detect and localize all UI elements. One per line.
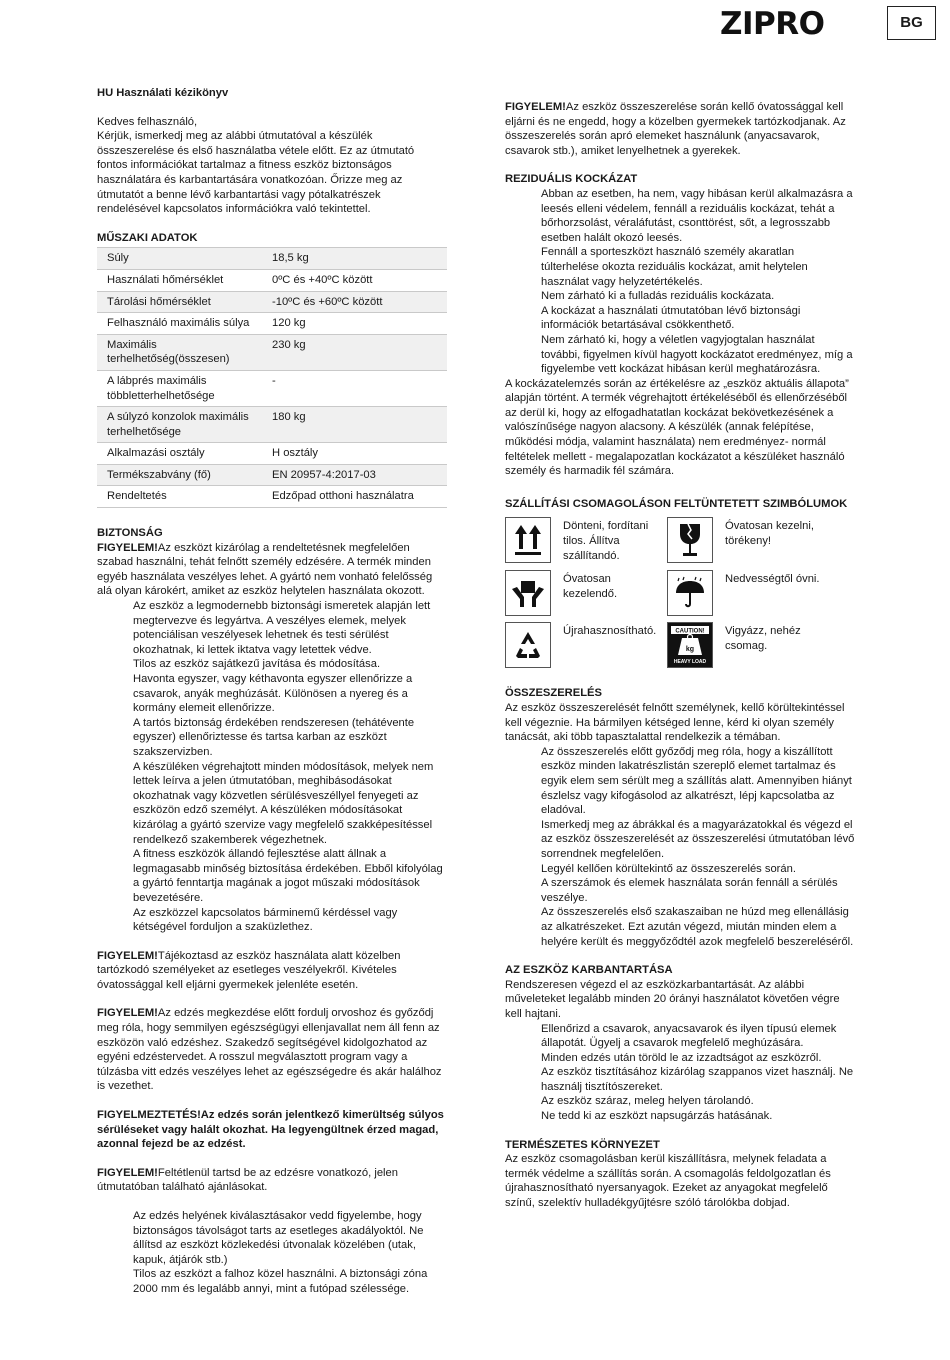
warning-label: FIGYELEM!	[97, 1166, 158, 1179]
handle-with-care-icon	[505, 570, 551, 616]
spec-key: Súly	[97, 248, 262, 270]
list-item: Havonta egyszer, vagy kéthavonta egyszer ellenőrizze a csavarok, anyák meghúzását. Különösen a nyereg és a kormány elemeit ellenőrizze.	[133, 673, 413, 715]
spec-value: H osztály	[262, 443, 447, 465]
list-item: Az edzés helyének kiválasztásakor vedd figyelembe, hogy biztonságos távolságot tarts az esetleges akadályoktól. Ne állítsd az eszközt közlekedési útvonalak közelében (utak, kapuk, átjárók stb.)	[133, 1210, 424, 1266]
spec-value: EN 20957-4:2017-03	[262, 464, 447, 486]
list-item: A fitness eszközök állandó fejlesztése alatt állnak a legmagasabb minőség biztosítása érdekében. Ebből kifolyólag a gyártó fenntartja magának a jogot műszaki módosítások bevezetésére.	[133, 848, 443, 904]
symbol-label: Óvatosan kezelendő.	[563, 573, 618, 601]
list-item: Az összeszerelés előtt győződj meg róla, hogy a kiszállított eszköz minden lakatrészlistán szereplő elemet tartalmaz és egyik elem sem sérült meg a szállítás alatt. Amennyiben hiányt észlelsz vagy kifogásolod az alkatrészt, lépj kapcsolatba az eladóval.	[541, 745, 852, 817]
right-column	[505, 100, 855, 1211]
heavy-load-text: HEAVY LOAD	[673, 659, 707, 666]
this-way-up-icon	[505, 517, 551, 563]
spec-key: Alkalmazási osztály	[97, 443, 262, 465]
warning-label: FIGYELEM!	[97, 949, 158, 962]
spec-row	[97, 443, 447, 465]
safety-intro	[97, 541, 447, 599]
symbol-label: Óvatosan kezelni, törékeny!	[725, 520, 814, 548]
spec-key: A lábprés maximális többletterhelhetősége	[97, 370, 262, 406]
manual-title: HU Használati kézikönyv	[97, 87, 229, 99]
spec-key: Maximális terhelhetőség(összesen)	[97, 334, 262, 370]
placement-list	[97, 1209, 447, 1297]
warning-text: Az eszközt kizárólag a rendeltetésnek megfelelően szabad használni, tehát felnőtt személy edzésére. A termék minden egyéb használata veszélyes lehet. A gyártó nem vonható felelősség alá olyan károkért, amiket az eszköz helytelen használata okozott.	[97, 541, 433, 598]
warning-paragraph	[97, 1006, 447, 1094]
intro-paragraph: Kérjük, ismerkedj meg az alábbi útmutatóval a készülék összeszerelése és első használatba vétele előtt. Ez az útmutató fontos információkat tartalmaz a fitness eszköz biztonságos használatára és karbantartására vonatkozóan. Őrizze meg az útmutatót a benne lévő karbantartási vagy pótalkatrészek rendelésével kapcsolatos információkra való tekintettel.	[97, 130, 415, 216]
warning-text: Az edzés megkezdése előtt fordulj orvoshoz és győződj meg róla, hogy semmilyen egészségügyi ellenjavallat nem áll fenn az eszközön való edzéshez. Szakedző segítségével kidolgozhatod az egyéni edzéstervedet. A rosszul megválasztott program vagy a túlzásba vitt edzés veszélyes lehet az egészségedre és akár halálhoz is vezethet.	[97, 1007, 442, 1093]
spec-value: 230 kg	[262, 334, 447, 370]
spec-key: A súlyzó konzolok maximális terhelhetősége	[97, 407, 262, 443]
safety-heading: BIZTONSÁG	[97, 527, 163, 540]
symbol-label: Dönteni, fordítani tilos. Állítva szállítandó.	[563, 520, 649, 563]
spec-value: 0ºC és +40ºC között	[262, 269, 447, 291]
maintenance-heading: AZ ESZKÖZ KARBANTARTÁSA	[505, 964, 673, 977]
spec-heading: MŰSZAKI ADATOK	[97, 231, 198, 244]
list-item: Ne tedd ki az eszközt napsugárzás hatásának.	[541, 1110, 773, 1123]
warning-label: FIGYELEM!	[505, 101, 566, 113]
spec-row	[97, 464, 447, 486]
list-item: A kockázat a használati útmutatóban lévő biztonsági információk betartásával csökkenthető.	[541, 304, 801, 332]
spec-row	[97, 370, 447, 406]
zipro-logo: ZIPRO	[720, 6, 825, 42]
list-item: Az eszköz száraz, meleg helyen tárolandó.	[541, 1095, 754, 1108]
symbol-label: Újrahasznosítható.	[563, 625, 657, 638]
spec-value: -	[262, 370, 447, 406]
language-badge: BG	[887, 6, 936, 40]
warning-paragraph	[97, 949, 447, 993]
warning-text: Az eszköz összeszerelése során kellő óvatossággal kell eljárni és ne engedd, hogy a közelben gyermekek tartózkodjanak. Az összeszerelés során apró elemeket használunk (anyacsavarok, csavarok stb.), amiket lenyelhetnek a gyerekek.	[505, 101, 846, 157]
residual-risk-heading: REZIDUÁLIS KOCKÁZAT	[505, 173, 638, 186]
spec-value: 18,5 kg	[262, 248, 447, 270]
heavy-caution-text: CAUTION!	[675, 628, 705, 635]
spec-key: Rendeltetés	[97, 486, 262, 508]
risk-analysis-paragraph: A kockázatelemzés során az értékelésre az „eszköz aktuális állapota” alapján történt. A termék végrehajtott értékeléséből és ellenőrzéséből az derül ki, hogy az elfogadhatatlan kockázat bekövetkezésének a valószínűsége nagyon alacsony. A készülék (annak felépítése, működési módja, valamint használata) nem eredményez- normál feltételek mellett - megalapozatlan kockázatot a készüléket használó személy és harmadik fél számára.	[505, 377, 849, 478]
environment-paragraph: Az eszköz csomagolásban kerül kiszállításra, melynek feladata a termék védelme a szállítás során. A csomagolás feldolgozatlan és újrahasznosítható nyersanyagok. Ezeket az anyagokat megfelelő színű, szelektív hulladékgyűjtésre szóló tárolókba dobjad.	[505, 1153, 831, 1210]
spec-key: Felhasználó maximális súlya	[97, 313, 262, 335]
list-item: Nem zárható ki a fulladás reziduális kockázata.	[541, 290, 775, 303]
spec-row	[97, 407, 447, 443]
spec-row	[97, 248, 447, 270]
list-item: Fennáll a sporteszközt használó személy akaratlan túlterhelése okozta reziduális kockázat, amit helytelen használat vagy helyzetértékelés.	[541, 246, 808, 288]
list-item: Minden edzés után töröld le az izzadtságot az eszközről.	[541, 1051, 822, 1064]
spec-row	[97, 334, 447, 370]
maintenance-list	[505, 1022, 855, 1124]
symbol-label: Nedvességtől óvni.	[725, 573, 820, 586]
warning-paragraph	[97, 1166, 447, 1195]
list-item: Tilos az eszköz sajátkezű javítása és módosítása.	[133, 658, 381, 671]
spec-value: Edzőpad otthoni használatra	[262, 486, 447, 508]
assembly-paragraph: Az eszköz összeszerelését felnőtt személynek, kellő körültekintéssel kell végeznie. Ha bármilyen kétséged lenne, kérd ki olyan személy tanácsát, aki több tapasztalattal rendelkezik a témában.	[505, 702, 845, 744]
spec-value: 120 kg	[262, 313, 447, 335]
residual-risk-list	[505, 187, 855, 377]
warning-label: FIGYELEM!	[97, 541, 158, 554]
spec-row	[97, 313, 447, 335]
warning-text: Feltétlenül tartsd be az edzésre vonatkozó, jelen útmutatóban található ajánlásokat.	[97, 1166, 398, 1194]
list-item: Tilos az eszközt a falhoz közel használni. A biztonsági zóna 2000 mm és legalább annyi, mint a futópad szélessége.	[133, 1268, 428, 1295]
list-item: A szerszámok és elemek használata során fennáll a sérülés veszélye.	[541, 877, 838, 904]
recycle-icon	[505, 622, 551, 668]
spec-key: Tárolási hőmérséklet	[97, 291, 262, 313]
symbols-heading: SZÁLLÍTÁSI CSOMAGOLÁSON FELTÜNTETETT SZIMBÓLUMOK	[505, 497, 848, 510]
fragile-glass-icon	[667, 517, 713, 563]
warning-label: FIGYELEM!	[97, 1007, 158, 1020]
spec-key: Termékszabvány (fő)	[97, 464, 262, 486]
list-item: Az eszközzel kapcsolatos bárminemű kérdéssel vagy kétségével forduljon a szaküzlethez.	[133, 906, 398, 934]
list-item: A tartós biztonság érdekében rendszeresen (tehátévente egyszer) ellenőriztesse és tartsa karban az eszközt szakszervizben.	[133, 716, 415, 758]
heavy-kg-text: kg	[685, 646, 695, 654]
list-item: Nem zárható ki, hogy a véletlen vagyjogtalan használat további, figyelmen kívül hagyott kockázatot eredményez, míg a figyelembe vett kockázat hibásan kerül meghatározásra.	[541, 333, 853, 376]
list-item: Ismerkedj meg az ábrákkal és a magyarázatokkal és végezd el az eszköz összeszerelését az összeszerelési útmutatóban lévő sorrendnek megfelelően.	[541, 818, 855, 860]
fatigue-warning: FIGYELMEZTETÉS!Az edzés során jelentkező kimerültség súlyos sérüléseket vagy halált okozhat. Ha legyengültnek érzed magad, azonnal fejezd be az edzést.	[97, 1109, 444, 1151]
heavy-load-icon	[667, 622, 713, 668]
assembly-warning	[505, 100, 855, 158]
list-item: Az eszköz a legmodernebb biztonsági ismeretek alapján lett megtervezve és legyártva. A veszélyes elemek, melyek potenciálisan veszélyesek lehetnek és testi sérülést okozhatnak, ki lettek iktatva vagy letettek védve.	[133, 600, 431, 656]
spec-value: -10ºC és +60ºC között	[262, 291, 447, 313]
list-item: Abban az esetben, ha nem, vagy hibásan kerül alkalmazásra a leesés elleni védelem, fennáll a reziduális kockázat, tehát a bőrhorzsolást, véraláfutást, csonttörést, sőt, a legrosszabb esetben halált okozó leesés.	[541, 187, 853, 244]
symbol-label: Vigyázz, nehéz csomag.	[725, 625, 801, 653]
safety-list	[97, 599, 447, 935]
maintenance-paragraph: Rendszeresen végezd el az eszközkarbantartását. Az alábbi műveleteket legalább minden 20 órányi használatot követően végre kell hajtani.	[505, 978, 840, 1020]
spec-key: Használati hőmérséklet	[97, 269, 262, 291]
assembly-heading: ÖSSZESZERELÉS	[505, 687, 602, 700]
spec-value: 180 kg	[262, 407, 447, 443]
keep-dry-umbrella-icon	[667, 570, 713, 616]
list-item: Az összeszerelés első szakaszaiban ne húzd meg ellenállásig az alkatrészeket. Ezt azután végezd, miután minden elem a helyére került és meggyőződtél azok megfelelő beszereléséről.	[541, 906, 854, 948]
greeting: Kedves felhasználó,	[97, 115, 198, 128]
environment-heading: TERMÉSZETES KÖRNYEZET	[505, 1138, 660, 1151]
list-item: Ellenőrizd a csavarok, anyacsavarok és ilyen típusú elemek állapotát. Ügyelj a csavarok megfelelő meghúzására.	[541, 1022, 837, 1050]
spec-table	[97, 247, 447, 508]
spec-row	[97, 486, 447, 508]
warning-text: Tájékoztasd az eszköz használata alatt közelben tartózkodó személyeket az esetleges veszélyekről. Kivételes óvatossággal kell eljárni gyermekek jelenléte esetén.	[97, 949, 401, 991]
list-item: Legyél kellően körültekintő az összeszerelés során.	[541, 862, 796, 875]
symbols-grid	[505, 517, 855, 668]
left-column	[97, 86, 447, 1297]
list-item: Az eszköz tisztításához kizárólag szappanos vizet használj. Ne használj tisztítószereket.	[541, 1066, 854, 1093]
list-item: A készüléken végrehajtott minden módosítások, melyek nem lettek leírva a jelen útmutatóban, meghibásodásokat okozhatnak vagy közvetlen sérülésveszéllyel fenyegeti az eszközön edző személyt. A készüléken módosításokat kizárólag a gyártó szervize vagy megfelelő szakképesítéssel rendelkező szakemberek végezhetnek.	[133, 760, 434, 846]
spec-row	[97, 291, 447, 313]
assembly-list	[505, 745, 855, 949]
spec-row	[97, 269, 447, 291]
